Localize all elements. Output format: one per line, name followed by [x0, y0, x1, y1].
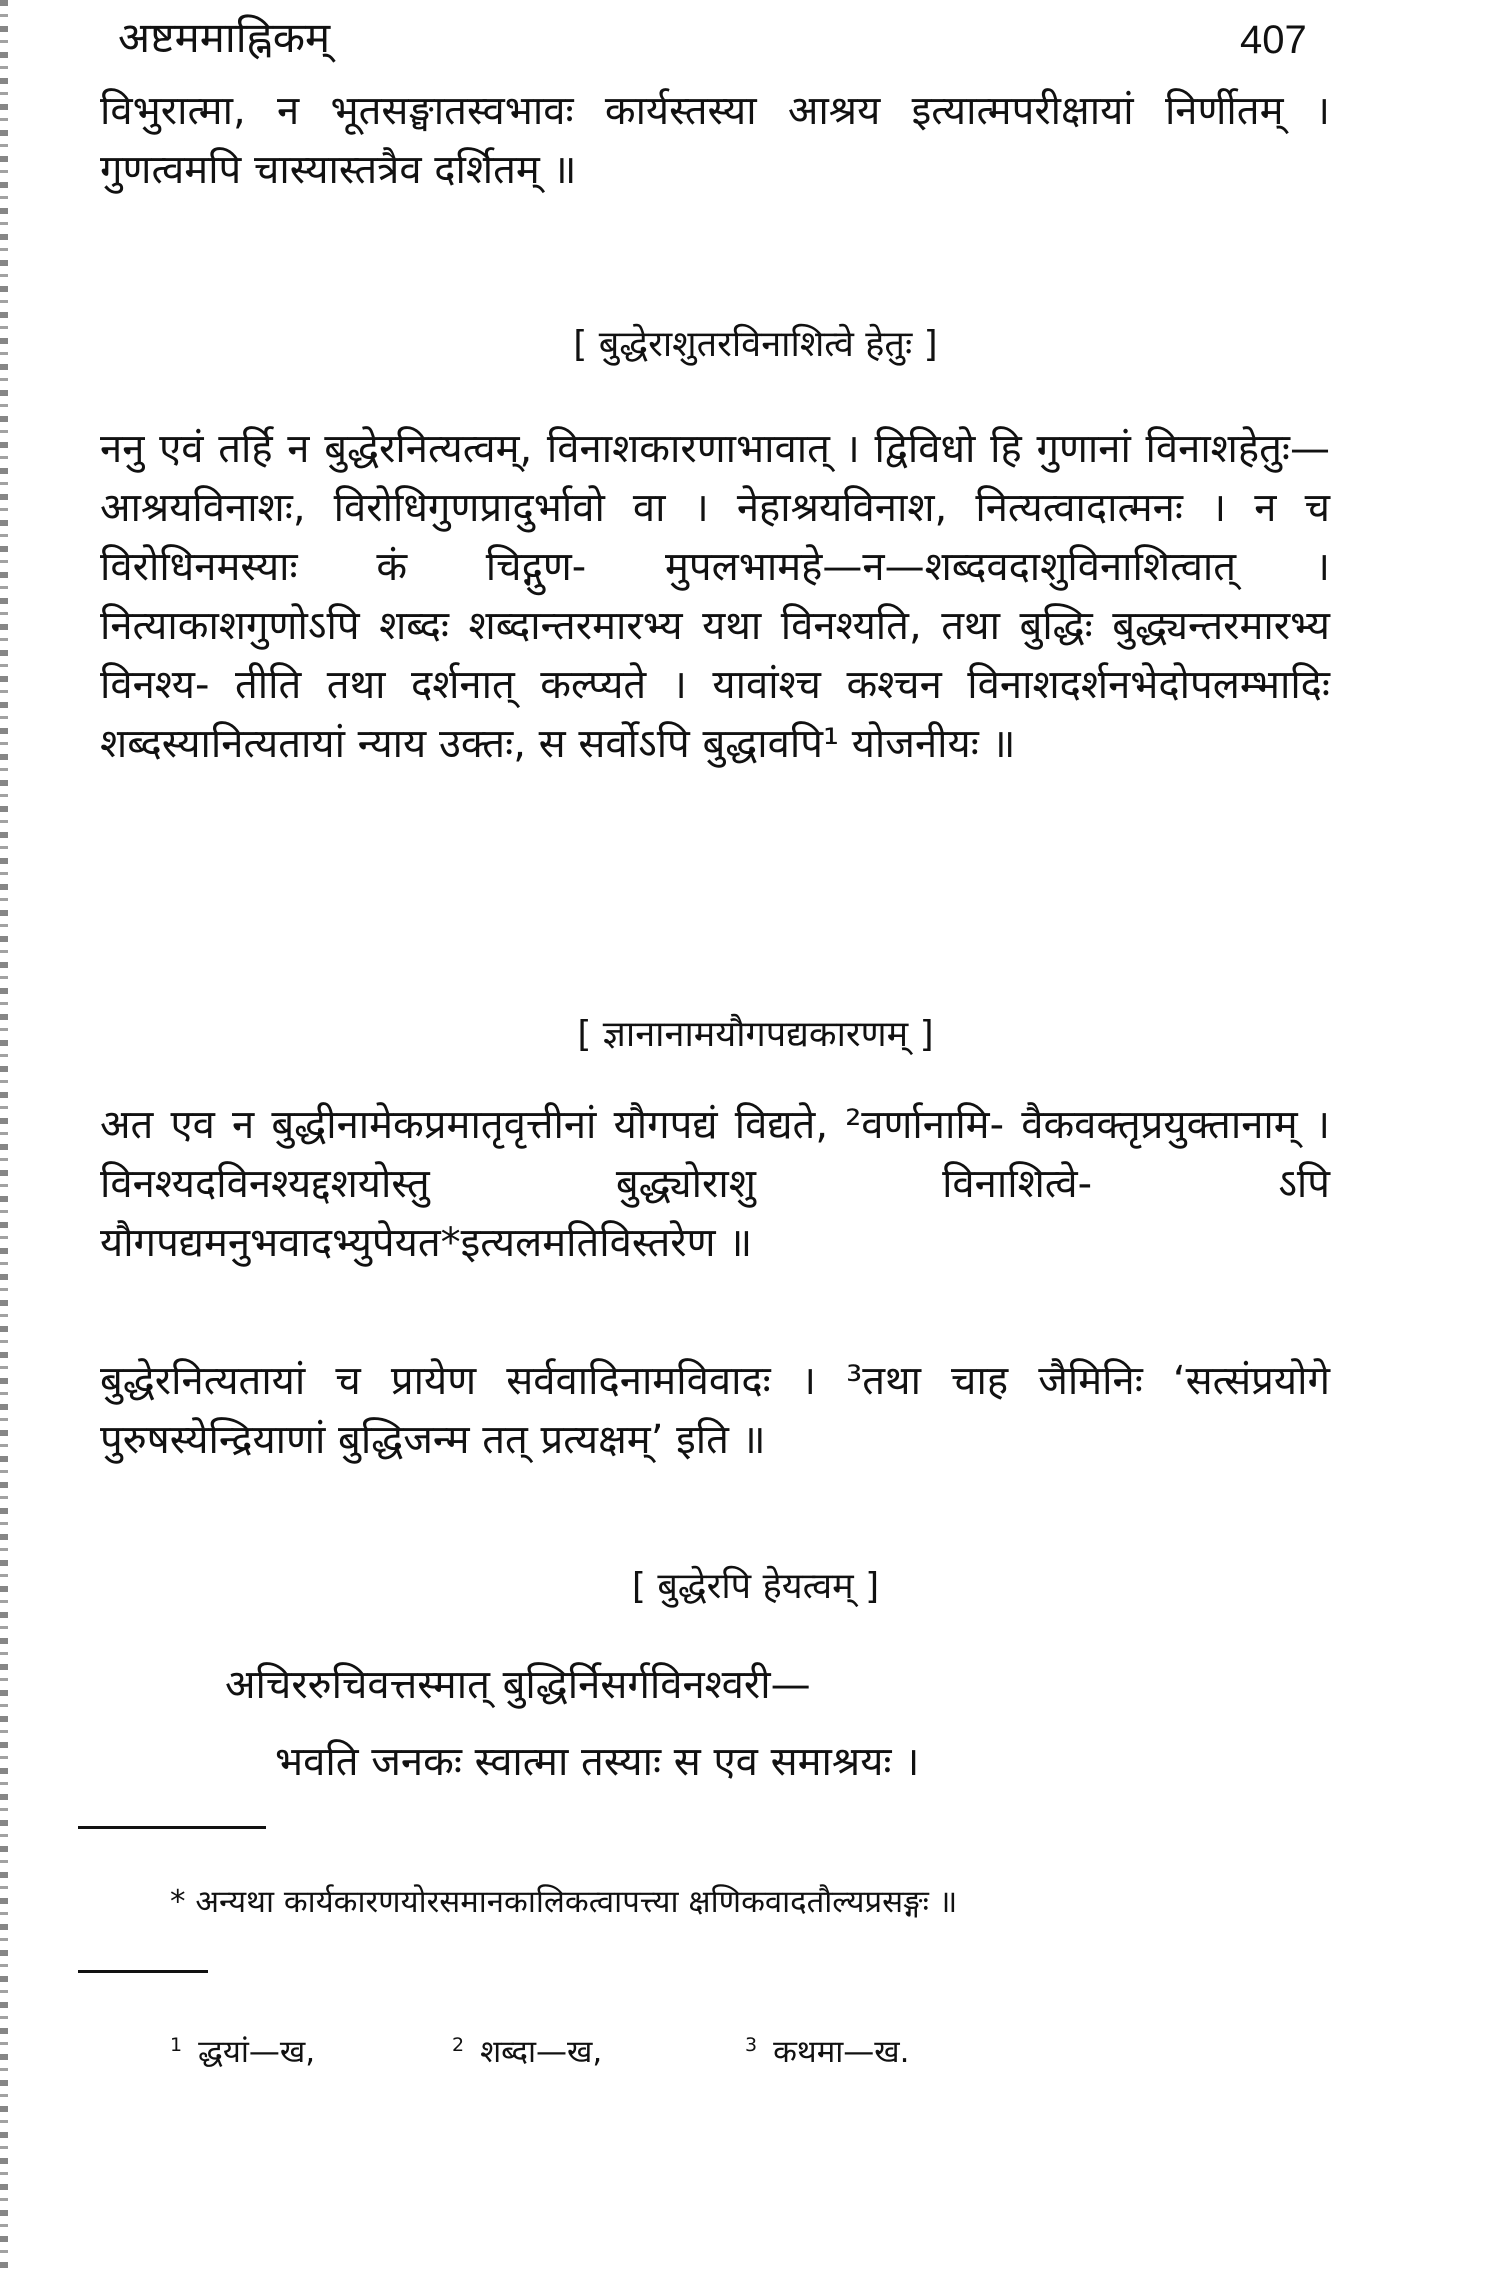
variant-number: 3	[745, 2033, 758, 2056]
verse-line-1: अचिररुचिवत्तस्मात् बुद्धिर्निसर्गविनश्वरी—	[225, 1662, 811, 1708]
paragraph-4: बुद्धेरनित्यतायां च प्रायेण सर्ववादिनामविवादः । ³तथा चाह जैमिनिः ‘सत्संप्रयोगे पुरुषस्येन्द्रियाणां बुद्धिजन्म तत् प्रत्यक्षम्’ इति ॥	[100, 1358, 1330, 1463]
variant-text: द्धयां—ख,	[198, 2034, 316, 2070]
page-number: 407	[1240, 18, 1307, 62]
variant-reading-2	[452, 2030, 602, 2072]
section-heading-3: [ बुद्धेरपि हेयत्वम् ]	[631, 1566, 880, 1607]
footnote-rule	[78, 1826, 266, 1829]
variant-reading-1	[170, 2030, 315, 2072]
section-heading-1: [ बुद्धेराशुतरविनाशित्वे हेतुः ]	[573, 324, 938, 365]
variant-number: 1	[170, 2033, 183, 2056]
variant-reading-3	[745, 2030, 910, 2072]
variant-number: 2	[452, 2033, 465, 2056]
paragraph-3: अत एव न बुद्धीनामेकप्रमातृवृत्तीनां यौगपद्यं विद्यते, ²वर्णानामि- वैकवक्तृप्रयुक्तानाम् । विनश्यदविनश्यद्दशयोस्तु बुद्ध्योराशु विनाशित्वे- ऽपि यौगपद्यमनुभवादभ्युपेयत*इत्यलमतिविस्तरेण ॥	[100, 1102, 1330, 1266]
variants-rule	[78, 1970, 208, 1973]
variant-text: शब्दा—ख,	[480, 2034, 603, 2070]
footnote-star: * अन्यथा कार्यकारणयोरसमानकालिकत्वापत्त्या क्षणिकवादतौल्यप्रसङ्गः ॥	[170, 1884, 958, 1920]
paragraph-2: ननु एवं तर्हि न बुद्धेरनित्यत्वम्, विनाशकारणाभावात् । द्विविधो हि गुणानां विनाशहेतुः—आश्रयविनाशः, विरोधिगुणप्रादुर्भावो वा । नेहाश्रयविनाश, नित्यत्वादात्मनः । न च विरोधिनमस्याः कं चिद्गुण- मुपलभामहे—न—शब्दवदाशुविनाशित्वात् । नित्याकाशगुणोऽपि शब्दः शब्दान्तरमारभ्य यथा विनश्यति, तथा बुद्धिः बुद्ध्यन्तरमारभ्य विनश्य- तीति तथा दर्शनात् कल्प्यते । यावांश्च कश्चन विनाशदर्शनभेदोपलम्भादिः शब्दस्यानित्यतायां न्याय उक्तः, स सर्वोऽपि बुद्धावपि¹ योजनीयः ॥	[100, 426, 1330, 767]
section-heading-2: [ ज्ञानानामयौगपद्यकारणम् ]	[577, 1014, 934, 1055]
verse-line-2: भवति जनकः स्वात्मा तस्याः स एव समाश्रयः ।	[275, 1739, 920, 1785]
variant-text: कथमा—ख.	[773, 2034, 910, 2070]
paragraph-1: विभुरात्मा, न भूतसङ्घातस्वभावः कार्यस्तस्या आश्रय इत्यात्मपरीक्षायां निर्णीतम् । गुणत्वमपि चास्यास्तत्रैव दर्शितम् ॥	[100, 88, 1330, 193]
running-title: अष्टममाह्निकम्	[118, 13, 331, 62]
